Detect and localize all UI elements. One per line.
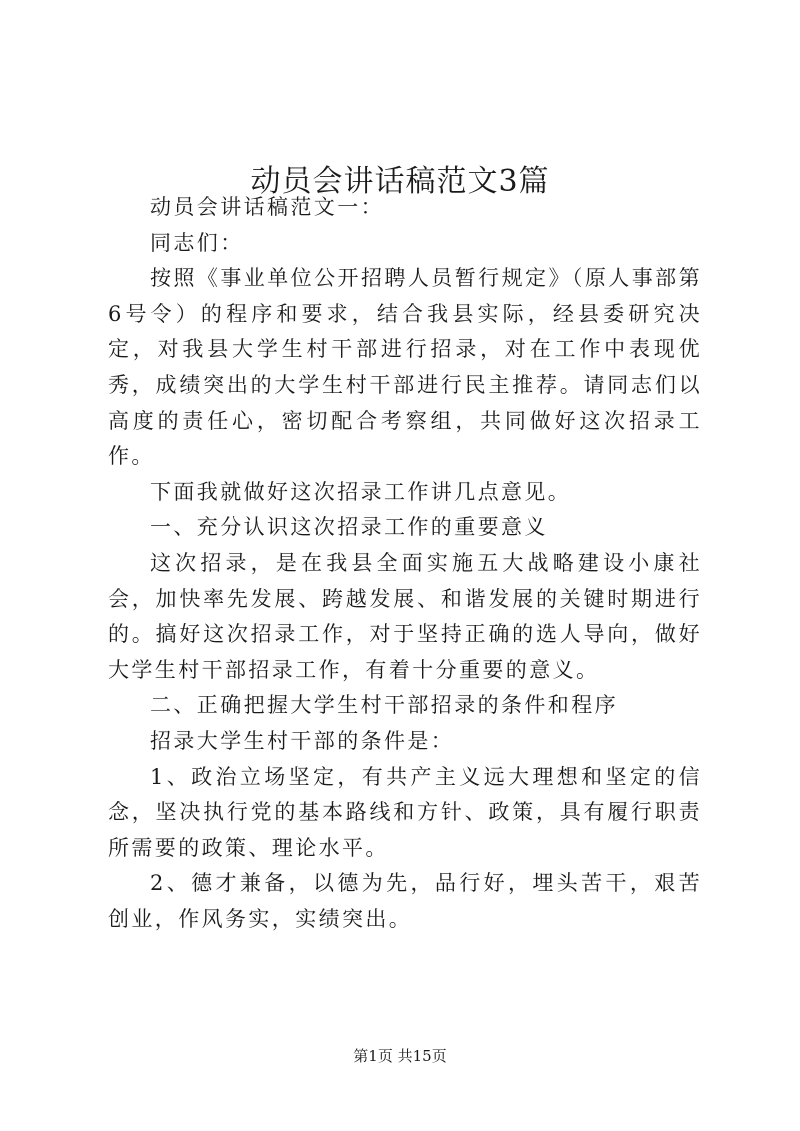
paragraph: 招录大学生村干部的条件是： <box>150 728 455 753</box>
page-footer: 第1页 共15页 <box>353 1047 447 1065</box>
document-body <box>108 190 702 937</box>
list-item: 1、政治立场坚定，有共产主义远大理想和坚定的信念，坚决执行党的基本路线和方针、政策，具有履行职责所需要的政策、理论水平。 <box>108 764 702 860</box>
paragraph: 按照《事业单位公开招聘人员暂行规定》（原人事部第6号令）的程序和要求，结合我县实际，经县委研究决定，对我县大学生村干部进行招录，对在工作中表现优秀，成绩突出的大学生村干部进行民主推荐。请同志们以高度的责任心，密切配合考察组，共同做好这次招录工作。 <box>108 266 702 469</box>
section-heading: 一、充分认识这次招录工作的重要意义 <box>150 515 548 540</box>
paragraph: 这次招录，是在我县全面实施五大战略建设小康社会，加快率先发展、跨越发展、和谐发展的关键时期进行的。搞好这次招录工作，对于坚持正确的选人导向，做好大学生村干部招录工作，有着十分重要的意义。 <box>108 550 702 682</box>
paragraph: 动员会讲话稿范文一： <box>150 195 384 219</box>
list-item: 2、德才兼备，以德为先，品行好，埋头苦干，艰苦创业，作风务实，实绩突出。 <box>108 871 702 931</box>
paragraph: 下面我就做好这次招录工作讲几点意见。 <box>150 479 572 504</box>
paragraph: 同志们： <box>150 230 244 255</box>
section-heading: 二、正确把握大学生村干部招录的条件和程序 <box>150 693 618 718</box>
document-title: 动员会讲话稿范文3篇 <box>250 164 550 200</box>
